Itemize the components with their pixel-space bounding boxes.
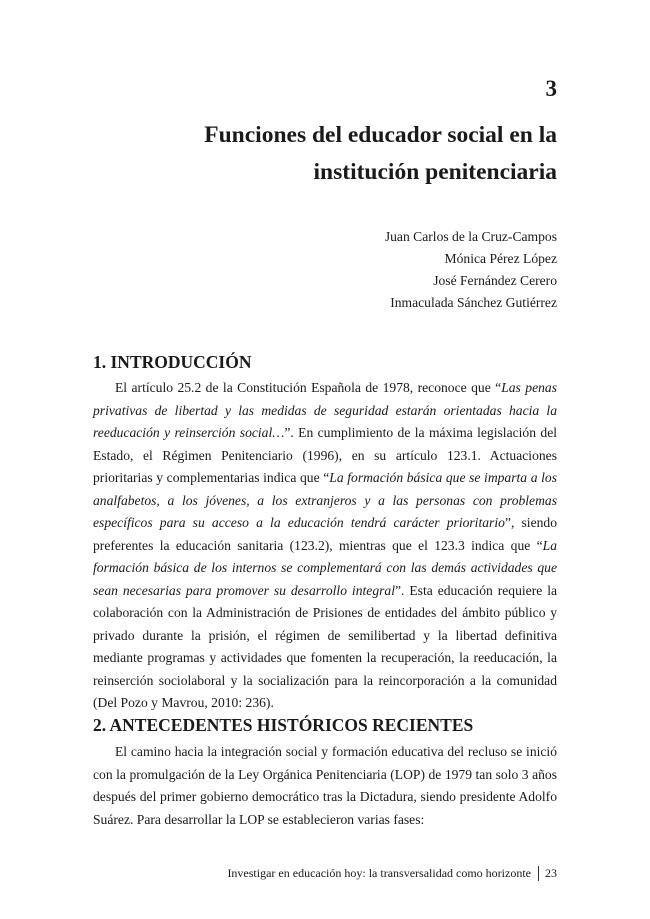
section-heading-introduccion: 1. INTRODUCCIÓN bbox=[93, 352, 252, 372]
paragraph-text: El artículo 25.2 de la Constitución Española de 1978, reconoce que “ bbox=[115, 380, 502, 395]
section-paragraph bbox=[93, 377, 557, 715]
footer-divider bbox=[538, 866, 539, 881]
author-name: Inmaculada Sánchez Gutiérrez bbox=[390, 295, 557, 310]
quoted-text: La formación básica que se imparta a los analfabetos, a los jóvenes, a los extranjeros y a las personas con problemas específicos para su acceso a la educación tendrá carácter prioritario bbox=[93, 470, 557, 530]
paragraph-text: ”. En cumplimiento de la máxima legislación del Estado, el Régimen Penitenciario (1996), en su artículo 123.1. Actuaciones prioritarias y complementarias indica que “ bbox=[93, 425, 558, 485]
quoted-text: La formación básica de los internos se complementará con las demás actividades que sean necesarias para promover su desarrollo integral bbox=[93, 537, 557, 598]
chapter-number: 3 bbox=[545, 76, 557, 101]
section-heading-antecedentes: 2. ANTECEDENTES HISTÓRICOS RECIENTES bbox=[93, 715, 474, 735]
quoted-text: Las penas privativas de libertad y las medidas de seguridad estarán orientadas hacia la reeducación y reinserción social… bbox=[93, 380, 557, 440]
paragraph-text: ”, siendo preferentes la educación sanitaria (123.2), mientras que el 123.3 indica que “ bbox=[93, 515, 558, 553]
page-footer bbox=[227, 866, 557, 881]
paragraph-text: El camino hacia la integración social y formación educativa del recluso se inició con la promulgación de la Ley Orgánica Penitenciaria (LOP) de 1979 tan solo 3 años después del primer gobierno democrático tras la Dictadura, siendo presidente Adolfo Suárez. Para desarrollar la LOP se establecieron varias fases: bbox=[93, 744, 557, 827]
section-paragraph bbox=[93, 741, 557, 831]
footer-book-title: Investigar en educación hoy: la transversalidad como horizonte bbox=[227, 866, 531, 880]
author-list bbox=[385, 226, 557, 314]
chapter-title: Funciones del educador social en la institución penitenciaria bbox=[204, 122, 557, 185]
paragraph-text: ”. Esta educación requiere la colaboración con la Administración de Prisiones de entidades del ámbito público y privado durante la prisión, el régimen de semilibertad y la libertad definitiva mediante programas y actividades que fomenten la recuperación, la reeducación, la reinserción sociolaboral y la socialización para la reincorporación a la comunidad (Del Pozo y Mavrou, 2010: 236). bbox=[93, 582, 557, 710]
page-number: 23 bbox=[545, 866, 557, 880]
author-name: Juan Carlos de la Cruz-Campos bbox=[384, 229, 557, 244]
author-name: Mónica Pérez López bbox=[444, 251, 557, 266]
author-name: José Fernández Cerero bbox=[433, 273, 557, 288]
